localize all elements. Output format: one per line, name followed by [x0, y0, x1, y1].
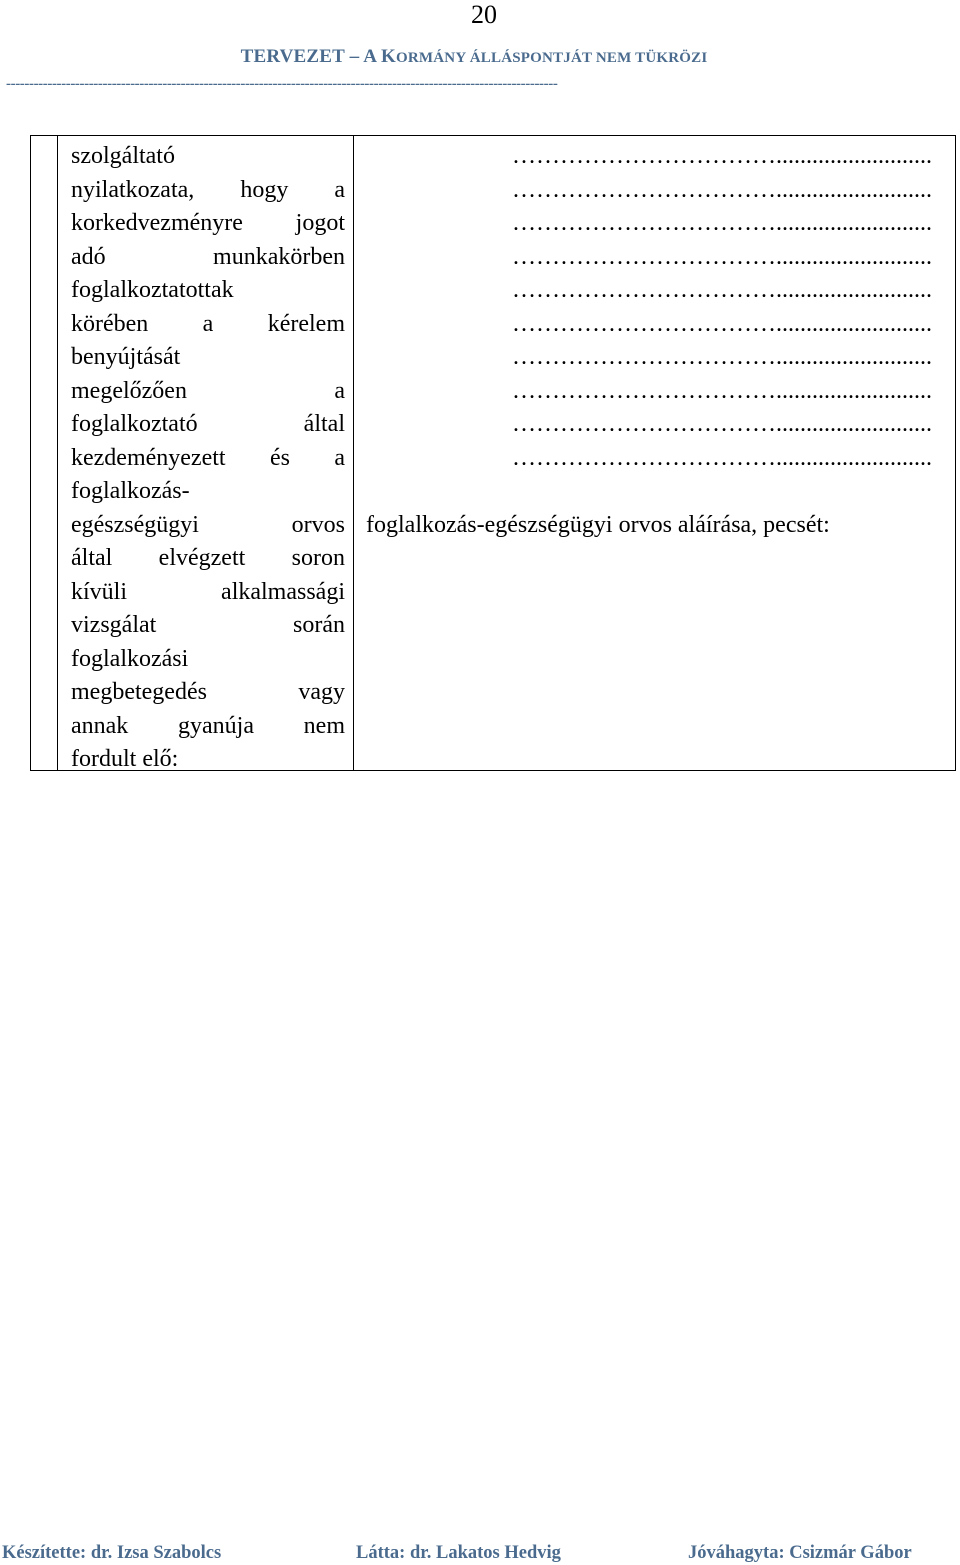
draft-header-title-part1: TERVEZET – A K — [240, 46, 397, 67]
approval-footer — [0, 1539, 960, 1565]
fill-in-dotted-line[interactable]: …………………………….......................... — [512, 310, 932, 337]
draft-header-title — [0, 46, 948, 68]
fill-in-dotted-line[interactable]: …………………………….......................... — [512, 143, 932, 169]
declaration-line: benyújtását — [71, 344, 181, 370]
declaration-line: foglalkozás- — [71, 478, 190, 504]
fill-in-dotted-line[interactable]: …………………………….......................... — [512, 444, 932, 471]
table-column-divider — [57, 136, 58, 770]
declaration-line: megelőzően a — [71, 377, 345, 404]
declaration-line: kezdeményezett és a — [71, 444, 345, 471]
draft-header-title-part2: ORMÁNY ÁLLÁSPONTJÁT NEM TÜKRÖZI — [396, 50, 708, 66]
declaration-line: körében a kérelem — [71, 310, 345, 337]
fill-in-dotted-line[interactable]: …………………………….......................... — [512, 210, 932, 236]
declaration-line: egészségügyi orvos — [71, 511, 345, 538]
footer-seen-by: Látta: dr. Lakatos Hedvig — [356, 1543, 561, 1563]
fill-in-dotted-line[interactable]: …………………………….......................... — [512, 176, 932, 203]
declaration-text-cell — [71, 140, 345, 777]
fill-in-dotted-line[interactable]: …………………………….......................... — [512, 277, 932, 303]
declaration-table — [30, 135, 956, 771]
fill-in-dotted-line[interactable]: …………………………….......................... — [512, 377, 932, 404]
declaration-line: által elvégzett soron — [71, 545, 345, 571]
declaration-line: foglalkoztatottak — [71, 277, 234, 303]
declaration-line: megbetegedés vagy — [71, 679, 345, 705]
declaration-line: fordult elő: — [71, 746, 179, 772]
declaration-line: vizsgálat során — [71, 612, 345, 638]
declaration-line: szolgáltató — [71, 143, 175, 169]
declaration-line: korkedvezményre jogot — [71, 210, 345, 236]
footer-prepared-by: Készítette: dr. Izsa Szabolcs — [2, 1543, 222, 1563]
signature-label: foglalkozás-egészségügyi orvos aláírása, pecsét: — [366, 511, 830, 538]
declaration-line: foglalkozási — [71, 645, 189, 672]
page-number: 20 — [471, 0, 497, 29]
fill-in-cell — [366, 140, 932, 542]
footer-approved-by: Jóváhagyta: Csizmár Gábor — [688, 1543, 912, 1563]
declaration-line: foglalkoztató által — [71, 411, 345, 437]
header-dashed-rule: ------------------------------------------------------------------------------------------------------------------------ — [6, 76, 558, 92]
declaration-line: kívüli alkalmassági — [71, 578, 345, 605]
fill-in-dotted-line[interactable]: …………………………….......................... — [512, 344, 932, 370]
fill-in-dotted-line[interactable]: …………………………….......................... — [512, 243, 932, 270]
fill-in-dotted-line[interactable]: …………………………….......................... — [512, 411, 932, 437]
table-column-divider — [353, 136, 354, 770]
declaration-line: annak gyanúja nem — [71, 712, 345, 739]
fill-in-blank-line — [366, 475, 932, 509]
declaration-line: nyilatkozata, hogy a — [71, 176, 345, 203]
declaration-line: adó munkakörben — [71, 243, 345, 270]
